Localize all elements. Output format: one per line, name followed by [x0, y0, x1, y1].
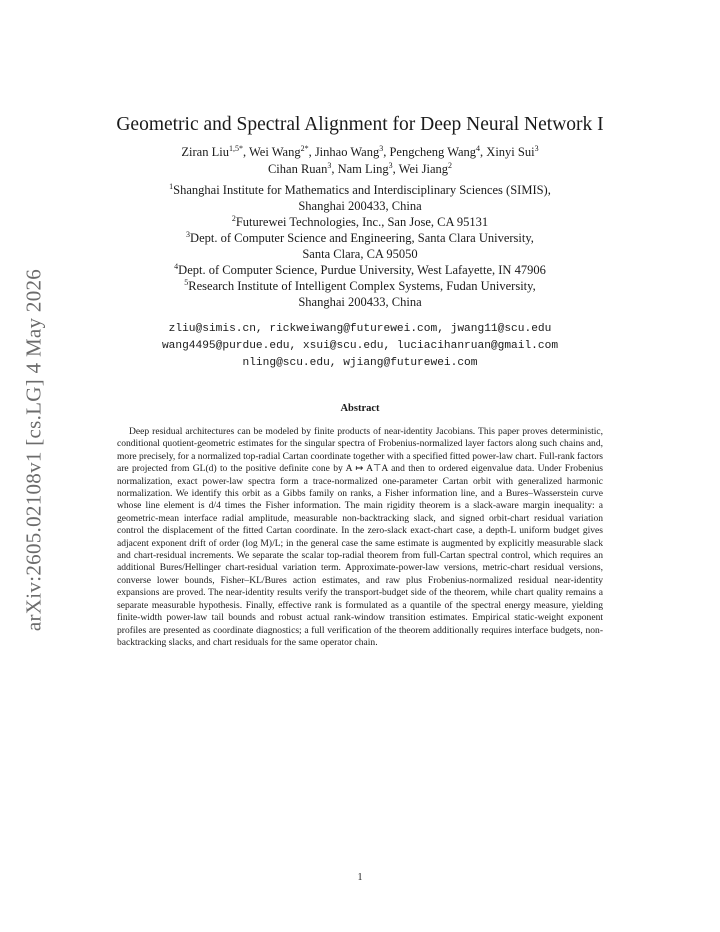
author-sup: 2 [448, 160, 453, 170]
email-list [110, 321, 610, 372]
author-sup: 4 [476, 143, 481, 153]
author-sup: 3 [379, 143, 384, 153]
email-line[interactable]: wang4495@purdue.edu, xsui@scu.edu, luciacihanruan@gmail.com [161, 340, 559, 352]
paper-title: Geometric and Spectral Alignment for Deep Neural Network I [116, 114, 604, 135]
arxiv-id: arXiv:2605.02108v1 [cs.LG] 4 May 2026 [21, 268, 46, 632]
affiliation-text: Research Institute of Intelligent Complex Systems, Fudan University, [188, 279, 536, 293]
affiliation [110, 230, 610, 246]
abstract-heading: Abstract [340, 403, 380, 414]
author-name: Nam Ling [337, 162, 389, 176]
author-sup: 3 [388, 160, 393, 170]
author-sup: 1,5* [228, 143, 243, 153]
affiliation-list [110, 182, 610, 310]
author-name: Cihan Ruan [267, 162, 328, 176]
affiliation-continuation: Shanghai 200433, China [298, 295, 422, 309]
author-name: Wei Jiang [398, 162, 449, 176]
author-list [110, 144, 610, 178]
affiliation-sup: 1 [169, 181, 174, 191]
affiliation-text: Shanghai Institute for Mathematics and Interdisciplinary Sciences (SIMIS), [173, 183, 551, 197]
author-name: Jinhao Wang [314, 145, 380, 159]
author-sup: 2* [300, 143, 309, 153]
arxiv-stamp [14, 260, 54, 640]
author-line: Ziran Liu$^{1,5*}$, Wei Wang$^{2*}$, Jinhao Wang$^3$, Pengcheng Wang$^4$, Xinyi Sui$^3$ [181, 143, 539, 159]
abstract-text: Deep residual architectures can be modeled by finite products of near-identity Jacobians. This paper proves deterministic, conditional quotient-geometric estimates for the singular spectra of Frobenius-normalized layer factors along such chains and, more precisely, for a normalized top-radial Cartan coordinate together with a specified fitted power-law chart. Full-rank factors are projected from GL(d) to the positive definite cone by A ↦ A⊤A and then to ordered eigenvalue data. Under Frobenius normalization, exact power-law spectra form a trace-normalized one-parameter Cartan orbit with generalized harmonic normalization. We identify this orbit as a Gibbs family on ranks, a Fisher information line, and a Bures–Wasserstein curve whose line element is d/4 times the Fisher information. The main rigidity theorem is a slack-aware margin inequality: a geometric-mean interface radial amplitude, measurable non-backtracking slack, and signed orbit-chart residual variation control the displacement of the fitted Cartan coordinate. In the zero-slack exact-chart case, a depth-L uniform budget gives adjacent exponent drift of order (log M)/L; in the general case the same estimate is augmented by explicitly measurable slack and chart-residual increments. We separate the scalar top-radial theorem from full-Cartan spectral control, which requires an additional Bures/Hellinger chart-residual variation term. Approximate-power-law versions, metric-chart residual versions, converse lower bounds, Fisher–KL/Bures action estimates, and raw plus Frobenius-normalized residual near-identity expansions are proved. The near-identity results verify the transport-budget side of the theorem, while chart quality remains a separate measurable hypothesis. Finally, effective rank is formulated as a quantile of the spectral energy measure, yielding finite-width power-law tail bounds and robust actual rank-window transition estimates. Empirical static-weight exponent profiles are presented as coordinate diagnostics; a full verification of the theorem additionally requires interface budgets, non-backtracking slacks, and chart residuals for the same operator chain. [117, 426, 603, 648]
author-name: Xinyi Sui [486, 145, 535, 159]
page-number: 1 [357, 872, 363, 883]
affiliation-continuation: Shanghai 200433, China [298, 199, 422, 213]
affiliation [110, 278, 610, 294]
author-name: Pengcheng Wang [389, 145, 477, 159]
author-name: Ziran Liu [181, 145, 229, 159]
author-line: Cihan Ruan$^3$, Nam Ling$^3$, Wei Jiang$^2$ [267, 160, 453, 176]
affiliation-text: Dept. of Computer Science and Engineering, Santa Clara University, [190, 231, 534, 245]
affiliation-sup: 2 [231, 213, 236, 223]
author-sup: 3 [534, 143, 539, 153]
affiliation-continuation: Santa Clara, CA 95050 [302, 247, 418, 261]
affiliation-text: Futurewei Technologies, Inc., San Jose, CA 95131 [235, 215, 489, 229]
email-line[interactable]: zliu@simis.cn, rickweiwang@futurewei.com, jwang11@scu.edu [168, 323, 552, 335]
affiliation-sup: 5 [184, 277, 189, 287]
affiliation [110, 182, 610, 198]
author-sup: 3 [327, 160, 332, 170]
email-line[interactable]: nling@scu.edu, wjiang@futurewei.com [242, 357, 478, 369]
affiliation-text: Dept. of Computer Science, Purdue University, West Lafayette, IN 47906 [178, 263, 546, 277]
affiliation-sup: 4 [174, 261, 179, 271]
affiliation [110, 214, 610, 230]
affiliation [110, 262, 610, 278]
abstract-body [117, 426, 603, 649]
author-name: Wei Wang [249, 145, 301, 159]
affiliation-sup: 3 [186, 229, 191, 239]
